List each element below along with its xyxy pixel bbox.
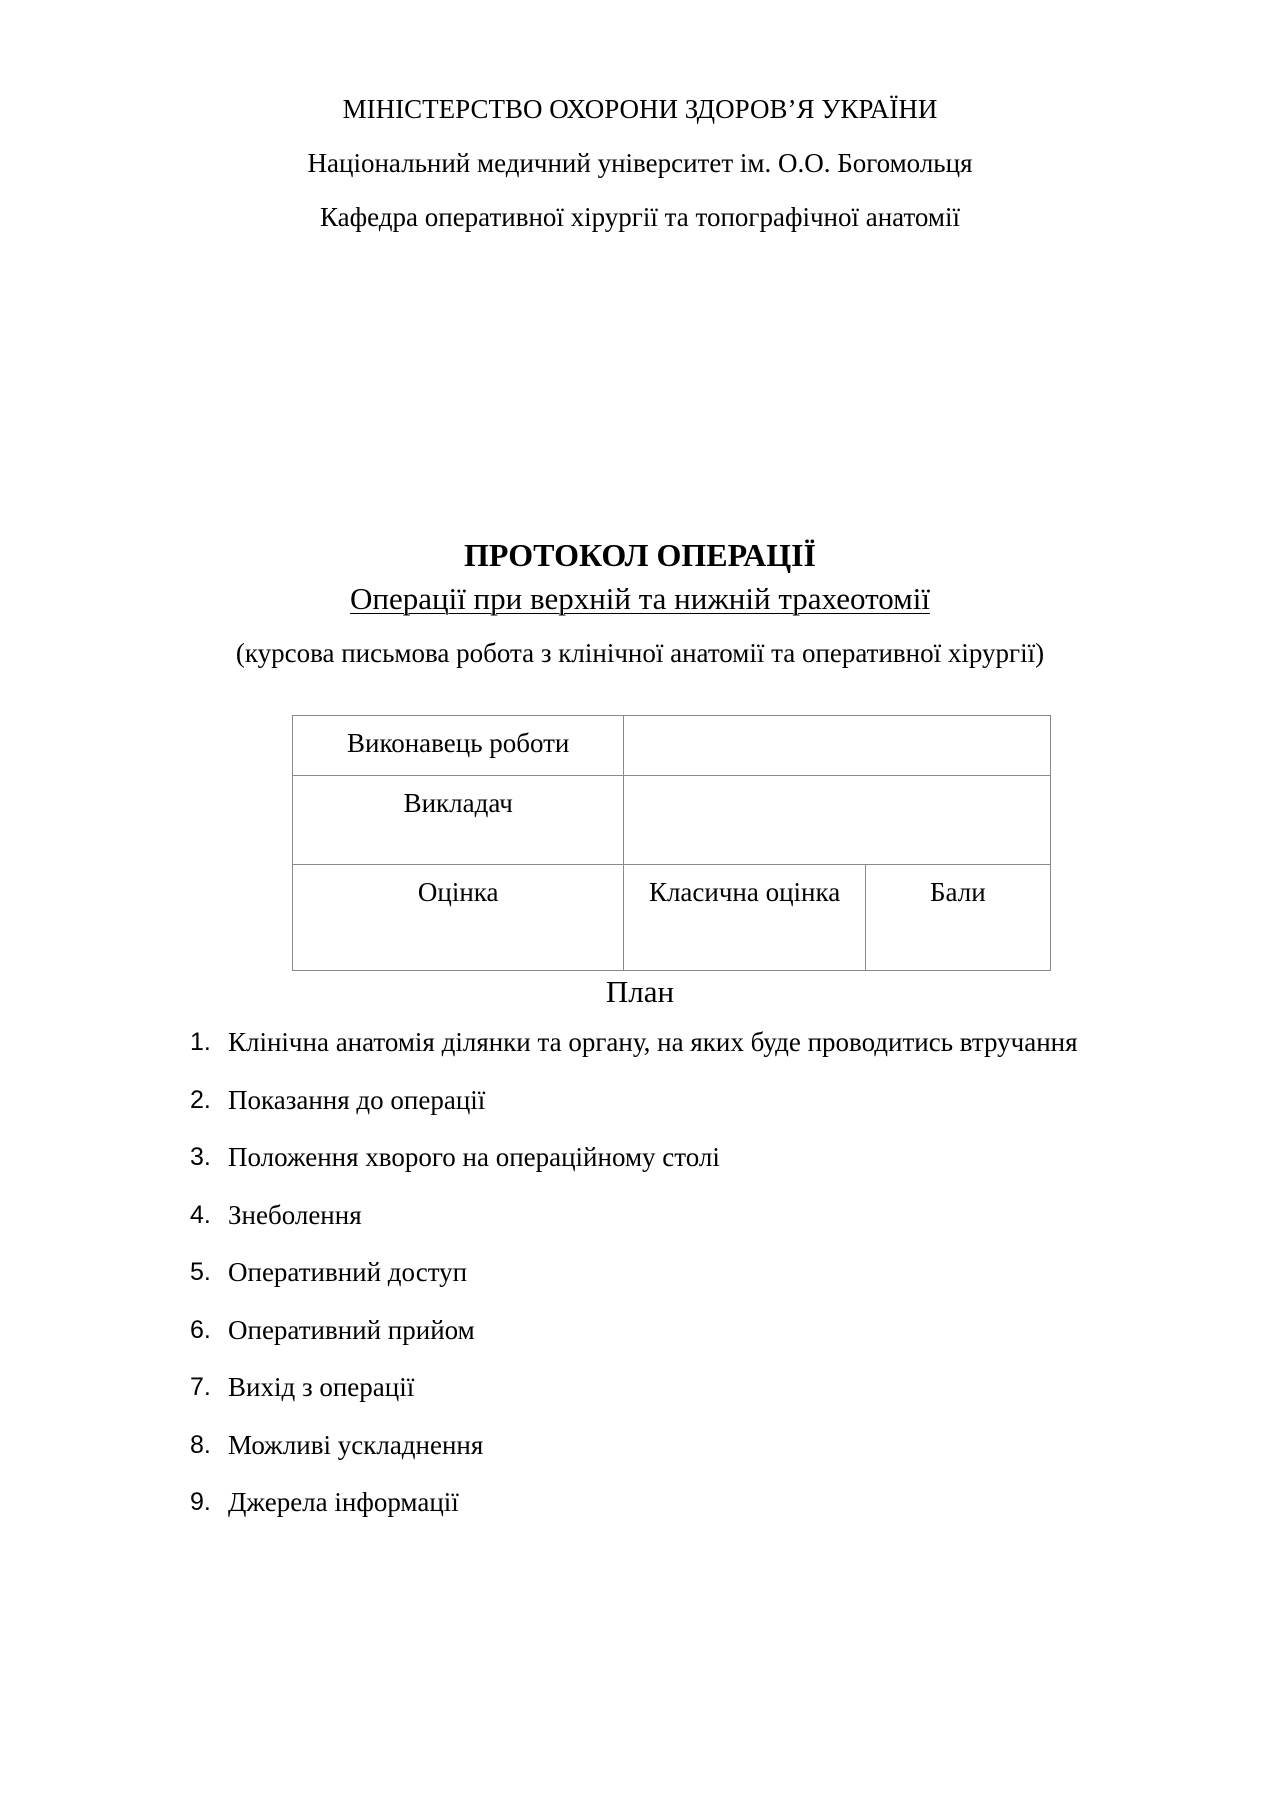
points-label: Бали <box>865 865 1050 971</box>
list-item <box>190 1313 1078 1371</box>
list-item-number: 8. <box>190 1430 211 1459</box>
classic-grade-label: Класична оцінка <box>624 865 865 971</box>
teacher-label: Викладач <box>293 776 624 865</box>
grade-row <box>293 865 1051 971</box>
department-heading: Кафедра оперативної хірургії та топографічної анатомії <box>320 202 960 232</box>
list-item <box>190 1255 1078 1313</box>
document-subtitle-text: Операції при верхній та нижній трахеотомії <box>350 581 930 616</box>
list-item-text: Положення хворого на операційному столі <box>228 1142 720 1172</box>
list-item-text: Джерела інформації <box>228 1487 459 1517</box>
performer-row <box>293 716 1051 776</box>
performer-label: Виконавець роботи <box>293 716 624 776</box>
list-item <box>190 1428 1078 1486</box>
list-item <box>190 1140 1078 1198</box>
list-item-number: 7. <box>190 1373 211 1401</box>
ministry-heading: МІНІСТЕРСТВО ОХОРОНИ ЗДОРОВ’Я УКРАЇНИ <box>342 94 938 124</box>
list-item <box>190 1025 1078 1083</box>
list-item-number: 1. <box>190 1028 211 1056</box>
document-title: ПРОТОКОЛ ОПЕРАЦІЇ <box>464 537 816 573</box>
document-subtitle <box>0 580 1280 618</box>
list-item-text: Показання до операції <box>228 1084 486 1115</box>
list-item-number: 3. <box>190 1143 211 1171</box>
teacher-row <box>293 776 1051 865</box>
list-item-number: 5. <box>190 1258 211 1286</box>
list-item-number: 2. <box>190 1085 211 1114</box>
list-item-text: Оперативний прийом <box>228 1314 475 1345</box>
list-item <box>190 1485 1078 1543</box>
list-item-number: 4. <box>190 1200 211 1229</box>
list-item-text: Оперативний доступ <box>228 1257 468 1287</box>
list-item <box>190 1083 1078 1141</box>
list-item-text: Знеболення <box>228 1199 362 1230</box>
grade-label: Оцінка <box>293 865 624 971</box>
list-item-text: Можливі ускладнення <box>228 1429 484 1460</box>
list-item-number: 9. <box>190 1488 211 1516</box>
document-note: (курсова письмова робота з клінічної анатомії та оперативної хірургії) <box>235 638 1045 668</box>
list-item-text: Вихід з операції <box>228 1372 415 1402</box>
list-item-text: Клінічна анатомія ділянки та органу, на яких буде проводитись втручання <box>228 1027 1078 1057</box>
list-item <box>190 1198 1078 1256</box>
performer-value <box>624 716 1051 776</box>
list-item-number: 6. <box>190 1315 211 1344</box>
university-heading: Національний медичний університет ім. О.О. Богомольця <box>307 148 973 178</box>
plan-list <box>190 1025 1078 1543</box>
list-item <box>190 1370 1078 1428</box>
teacher-value <box>624 776 1051 865</box>
plan-heading: План <box>605 974 675 1009</box>
info-table <box>292 715 1051 971</box>
